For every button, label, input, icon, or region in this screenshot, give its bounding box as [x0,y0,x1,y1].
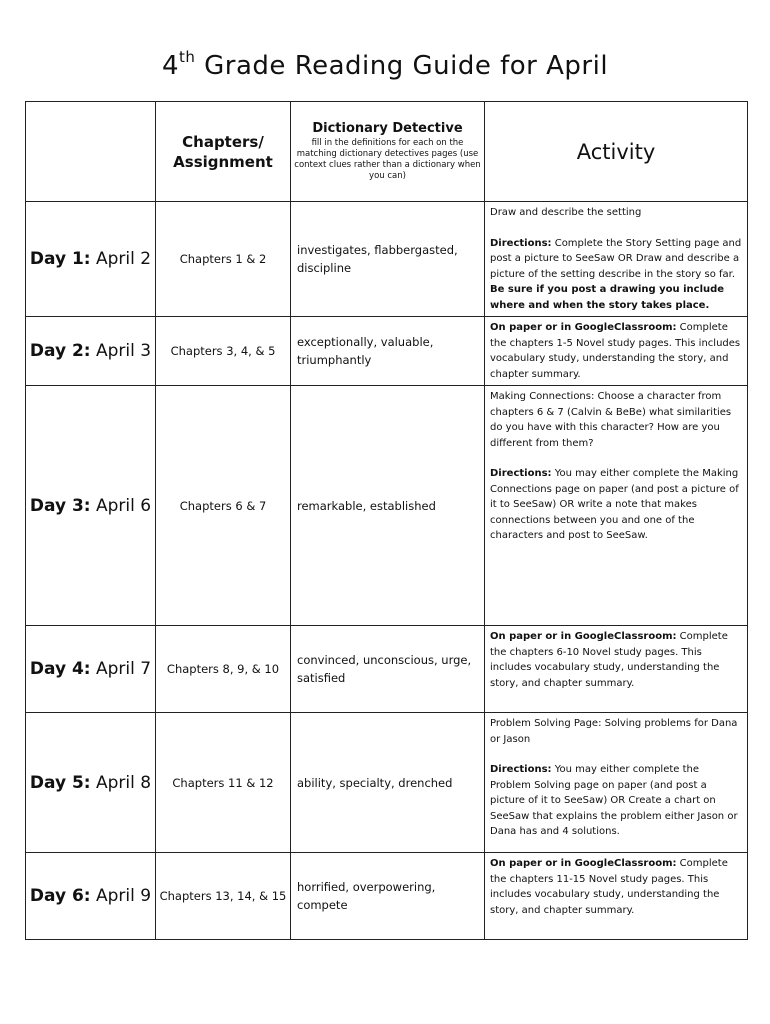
day-label: Day 1: [29,249,91,269]
day-date: April 9 [96,886,152,906]
header-row [26,102,748,202]
day-label: Day 5: [29,772,91,793]
vocab-cell: ability, specialty, drenched [291,713,485,853]
day-label: Day 2: [29,341,91,361]
activity-label: Directions: [490,468,552,479]
table-row [26,317,748,386]
activity-text: Complete the chapters 1-5 Novel study pages. This includes vocabulary study, understanding the story, and chapter summary. [490,322,741,380]
vocab-cell: investigates, flabbergasted, discipline [291,202,485,317]
title-text: Grade Reading Guide for April [195,51,609,81]
activity-label: On paper or in GoogleClassroom: [490,631,677,642]
activity-directions [490,466,742,544]
activity-text: You may either complete the Making Connections page on paper (and post a picture of it to SeeSaw) OR write a note that makes connections between you and one of the characters and post to SeeSaw. [490,468,739,541]
activity-label: On paper or in GoogleClassroom: [490,322,677,333]
activity-intro: Draw and describe the setting [490,207,642,218]
vocab-cell: remarkable, established [291,386,485,626]
day-label: Day 4: [29,659,91,679]
table-row [26,202,748,317]
day-label: Day 6: [29,886,91,906]
activity-directions [490,236,742,314]
vocab-cell: exceptionally, valuable, triumphantly [291,317,485,386]
activity-directions [490,762,742,840]
activity-directions [490,629,742,691]
chapters-cell: Chapters 1 & 2 [156,202,291,317]
day-cell [26,853,156,940]
activity-label: On paper or in GoogleClassroom: [490,858,677,869]
title-superscript: th [179,48,196,66]
activity-cell [485,853,748,940]
chapters-cell: Chapters 11 & 12 [156,713,291,853]
chapters-cell: Chapters 8, 9, & 10 [156,626,291,713]
activity-cell [485,713,748,853]
activity-intro: Making Connections: Choose a character from chapters 6 & 7 (Calvin & BeBe) what similarities do you have with this character? How are you different from them? [490,391,732,449]
day-date: April 6 [96,495,152,516]
chapters-cell: Chapters 6 & 7 [156,386,291,626]
header-chapters-label: Chapters/ Assignment [173,132,273,171]
activity-cell [485,386,748,626]
reading-guide-table [25,101,748,940]
activity-text: Complete the chapters 6-10 Novel study pages. This includes vocabulary study, understanding the story, and chapter summary. [490,631,728,689]
table-row [26,386,748,626]
header-activity [485,102,748,202]
chapters-cell: Chapters 13, 14, & 15 [156,853,291,940]
table-row [26,713,748,853]
day-date: April 2 [96,249,152,269]
day-date: April 3 [96,341,152,361]
day-cell [26,713,156,853]
table-row [26,626,748,713]
activity-cell [485,202,748,317]
activity-directions [490,320,742,382]
activity-intro: Problem Solving Page: Solving problems for Dana or Jason [490,718,738,745]
day-date: April 8 [96,772,152,793]
day-cell [26,386,156,626]
activity-directions [490,856,742,918]
vocab-cell: convinced, unconscious, urge, satisfied [291,626,485,713]
activity-text: You may either complete the Problem Solving page on paper (and post a picture of it to SeeSaw) OR Create a chart on SeeSaw that explains the problem either Jason or Dana has and 4 solutions. [490,764,738,837]
table-row [26,853,748,940]
activity-text: Complete the chapters 11-15 Novel study pages. This includes vocabulary study, understanding the story, and chapter summary. [490,858,728,916]
header-chapters [156,102,291,202]
activity-cell [485,317,748,386]
chapters-cell: Chapters 3, 4, & 5 [156,317,291,386]
header-activity-label: Activity [576,139,656,164]
header-blank-cell [26,102,156,202]
activity-text: Complete the Story Setting page and post a picture to SeeSaw OR Draw and describe a picture of the setting describe in the story so far. [490,237,742,280]
activity-label: Directions: [490,764,552,775]
activity-bold-note: Be sure if you post a drawing you include where and when the story takes place. [490,284,725,311]
header-dictionary-title: Dictionary Detective [312,121,463,136]
activity-cell [485,626,748,713]
day-cell [26,317,156,386]
day-cell [26,202,156,317]
day-cell [26,626,156,713]
header-dictionary-detective [291,102,485,202]
header-dictionary-note: fill in the definitions for each on the matching dictionary detectives pages (use context clues rather than a dictionary when you can) [294,138,481,181]
activity-label: Directions: [490,237,552,249]
page-title [0,48,770,81]
vocab-cell: horrified, overpowering, compete [291,853,485,940]
day-date: April 7 [96,659,152,679]
title-prefix: 4 [161,51,179,81]
day-label: Day 3: [29,495,91,516]
